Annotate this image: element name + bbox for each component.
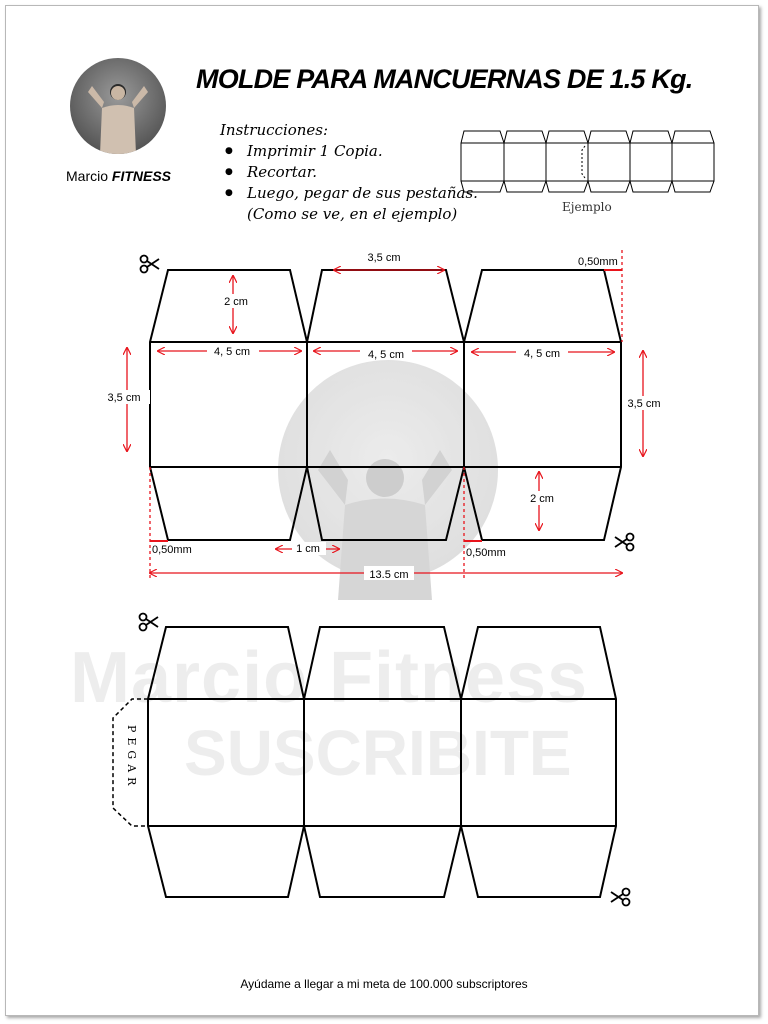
instruction-item: ● Luego, pegar de sus pestañas. (247, 183, 478, 204)
watermark-text-subscribe: SUSCRIBITE (184, 717, 572, 789)
dim-flap-height-bottom: 2 cm (530, 493, 554, 505)
example-diagram (461, 131, 714, 192)
instructions-note: (Como se ve, en el ejemplo) (247, 205, 458, 223)
scissors-icon (141, 256, 160, 273)
instruction-item: ● Imprimir 1 Copia. (247, 141, 478, 162)
instruction-item: ● Recortar. (247, 162, 478, 183)
dim-panel-height-right: 3,5 cm (627, 398, 661, 410)
dim-tab-offset-top: 0,50mm (578, 256, 618, 268)
dim-panel-width-1: 4, 5 cm (213, 346, 251, 358)
scissors-icon (611, 889, 630, 906)
dimension-labels (104, 250, 668, 581)
glue-label: PEGAR (125, 725, 138, 791)
dimension-lines (127, 250, 643, 580)
dim-panel-width-3: 4, 5 cm (523, 348, 561, 360)
dim-gap: 1 cm (296, 543, 320, 555)
dim-panel-width-2: 4, 5 cm (367, 349, 405, 361)
dim-panel-height-left: 3,5 cm (107, 392, 141, 404)
scissors-icon (615, 534, 634, 551)
dim-tab-offset-left: 0,50mm (152, 544, 192, 556)
brand-second: FITNESS (111, 168, 172, 184)
dim-flap-height-top: 2 cm (224, 296, 248, 308)
dim-top-width: 3,5 cm (367, 252, 401, 264)
brand-first: Marcio (66, 168, 109, 184)
watermark-text-name: Marcio Fitness (70, 638, 589, 718)
instructions-heading: Instrucciones: (220, 121, 329, 139)
dim-total-width: 13.5 cm (369, 569, 409, 581)
dim-tab-offset-right: 0,50mm (466, 547, 506, 559)
footer-text: Ayúdame a llegar a mi meta de 100.000 subscriptores (240, 977, 528, 991)
template-blank (148, 627, 616, 897)
scissors-icon (140, 614, 159, 631)
example-label: Ejemplo (562, 200, 612, 214)
page-title: MOLDE PARA MANCUERNAS DE 1.5 Kg. (196, 64, 693, 94)
